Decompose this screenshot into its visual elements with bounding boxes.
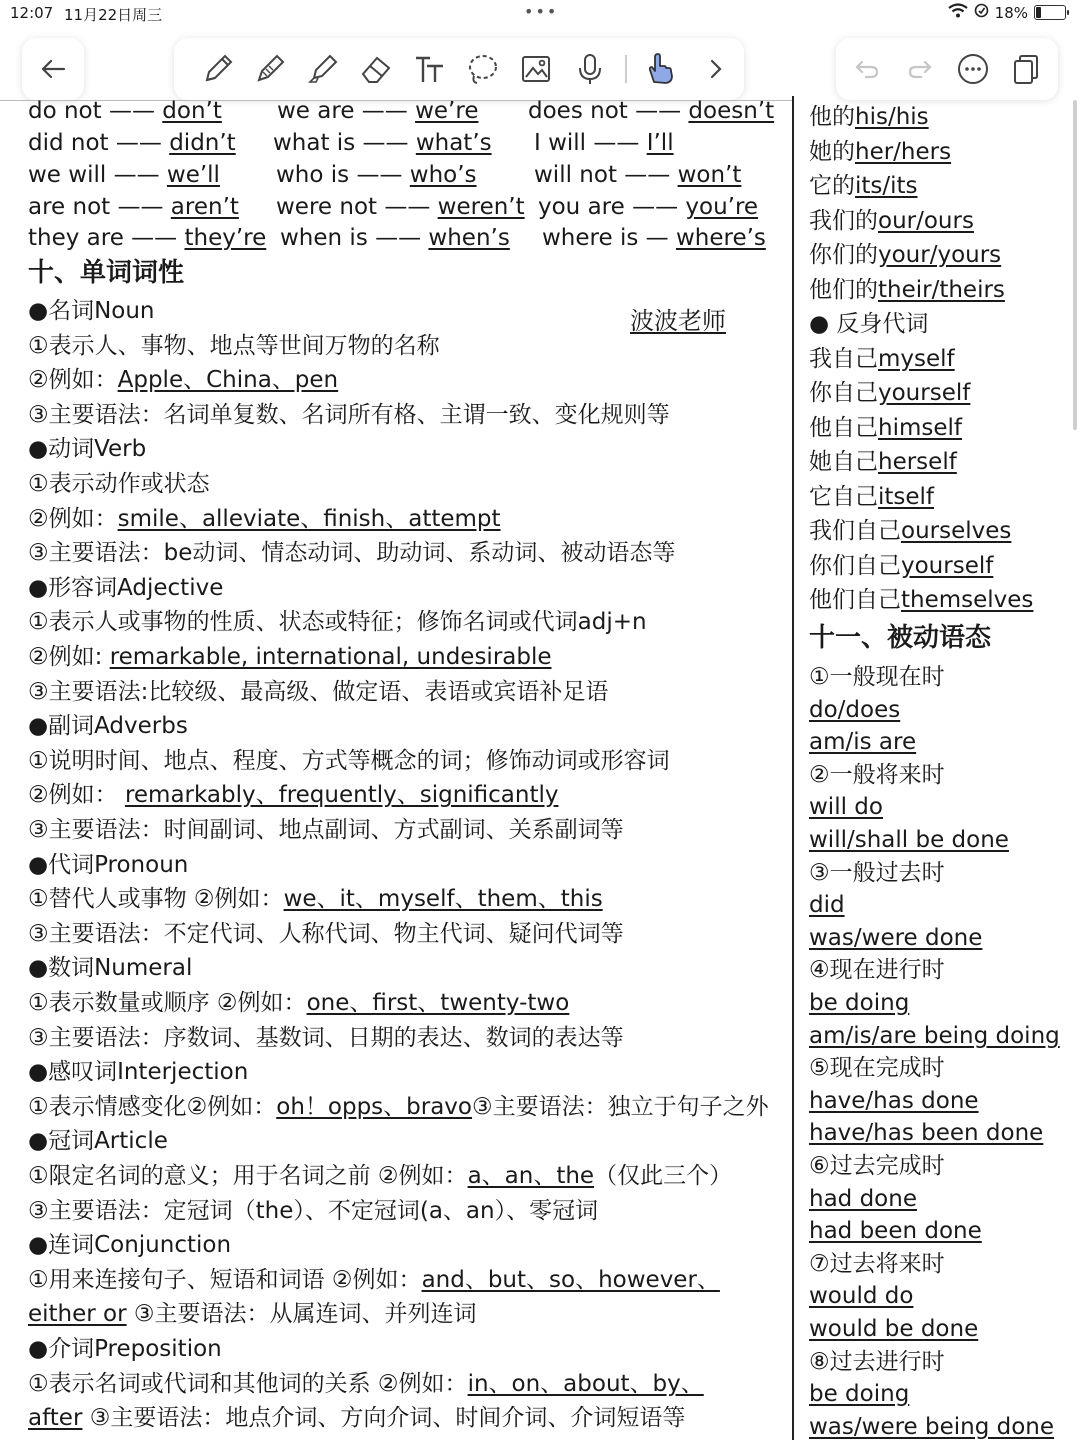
underlined-text: you’re bbox=[685, 194, 759, 220]
list-item bbox=[809, 1086, 979, 1116]
contraction-item bbox=[28, 223, 266, 253]
line-text: ⑦过去将来时 bbox=[809, 1251, 945, 1277]
underlined-text: am/is are bbox=[809, 729, 917, 755]
underlined-text: we’re bbox=[415, 98, 479, 124]
multitask-dots-icon[interactable]: ••• bbox=[524, 2, 559, 21]
underlined-text: what’s bbox=[415, 130, 492, 156]
list-item bbox=[28, 1403, 685, 1433]
underlined-text: one、first、twenty-two bbox=[306, 990, 570, 1016]
underlined-text: had been done bbox=[809, 1218, 982, 1244]
underlined-text: was/were being done bbox=[809, 1414, 1055, 1440]
underlined-text: remarkable, international, undesirable bbox=[109, 644, 552, 670]
list-item bbox=[809, 206, 974, 236]
teacher-note: 波波老师 bbox=[630, 307, 726, 335]
pencil-icon[interactable] bbox=[198, 48, 238, 90]
line-text: ③主要语法：be动词、情态动词、助动词、系动词、被动语态等 bbox=[28, 540, 676, 566]
underlined-text: we’ll bbox=[166, 162, 220, 188]
line-text: you are —— bbox=[538, 194, 686, 220]
line-text: ①表示情感变化②例如： bbox=[28, 1094, 277, 1120]
list-item bbox=[809, 1412, 1054, 1442]
line-text: did not —— bbox=[28, 130, 170, 156]
list-item bbox=[28, 573, 223, 603]
line-text: ③主要语法：地点介词、方向介词、时间介词、介词短语等 bbox=[82, 1405, 686, 1431]
line-text: 你们的 bbox=[809, 242, 878, 268]
line-text: 我们的 bbox=[809, 208, 878, 234]
underlined-text: be doing bbox=[809, 990, 910, 1016]
line-text: do not —— bbox=[28, 98, 163, 124]
list-item bbox=[28, 1299, 477, 1329]
list-item bbox=[809, 1118, 1043, 1148]
microphone-icon[interactable] bbox=[570, 48, 610, 90]
scrollbar[interactable] bbox=[1073, 100, 1077, 430]
list-item bbox=[809, 662, 945, 692]
list-item bbox=[809, 1347, 945, 1377]
line-text: ●动词Verb bbox=[28, 436, 147, 462]
underlined-text: had done bbox=[809, 1186, 917, 1212]
underlined-text: Apple、China、pen bbox=[117, 367, 339, 393]
back-arrow-icon[interactable] bbox=[22, 38, 84, 100]
line-text: ③主要语法：名词单复数、名词所有格、主谓一致、变化规则等 bbox=[28, 402, 670, 428]
underlined-text: weren’t bbox=[437, 194, 525, 220]
list-item bbox=[809, 1216, 982, 1246]
image-icon[interactable] bbox=[516, 48, 556, 90]
list-item bbox=[809, 1053, 945, 1083]
underlined-text: yourself bbox=[878, 380, 971, 406]
line-text: ①表示数量或顺序 ②例如： bbox=[28, 990, 307, 1016]
line-text: ⑤现在完成时 bbox=[809, 1055, 945, 1081]
line-text: who is —— bbox=[276, 162, 410, 188]
contraction-item bbox=[28, 96, 222, 126]
contraction-item bbox=[534, 160, 741, 190]
underlined-text: didn’t bbox=[169, 130, 236, 156]
redo-icon[interactable] bbox=[901, 48, 939, 90]
underlined-text: our/ours bbox=[878, 208, 974, 234]
list-item bbox=[28, 1057, 248, 1087]
line-text: when is —— bbox=[280, 225, 429, 251]
underlined-text: will do bbox=[809, 794, 883, 820]
line-text: we will —— bbox=[28, 162, 167, 188]
eraser-icon[interactable] bbox=[356, 48, 396, 90]
list-item bbox=[809, 890, 845, 920]
underlined-text: yourself bbox=[901, 553, 994, 579]
list-item bbox=[28, 1023, 624, 1053]
underlined-text: where’s bbox=[675, 225, 766, 251]
contraction-item bbox=[280, 223, 510, 253]
list-item bbox=[809, 516, 1011, 546]
line-text: ②例如： bbox=[28, 506, 118, 532]
underlined-text: won’t bbox=[677, 162, 742, 188]
column-divider bbox=[792, 96, 794, 1440]
line-text: 它自己 bbox=[809, 484, 878, 510]
list-item bbox=[28, 642, 552, 672]
underlined-text: they’re bbox=[184, 225, 267, 251]
list-item bbox=[809, 988, 909, 1018]
status-right bbox=[948, 3, 1066, 22]
underlined-text: I’ll bbox=[646, 130, 674, 156]
line-text: ● 反身代词 bbox=[809, 311, 929, 337]
underlined-text: and、but、so、however、 bbox=[421, 1267, 720, 1293]
underlined-text: don’t bbox=[162, 98, 222, 124]
list-item bbox=[28, 953, 192, 983]
list-item bbox=[809, 275, 1005, 305]
underlined-text: your/yours bbox=[878, 242, 1002, 268]
list-item bbox=[809, 923, 982, 953]
list-item bbox=[28, 331, 440, 361]
underlined-text: themselves bbox=[901, 587, 1034, 613]
line-text: 我们自己 bbox=[809, 518, 901, 544]
list-item bbox=[809, 137, 951, 167]
underlined-text: have/has done bbox=[809, 1088, 979, 1114]
line-text: ③一般过去时 bbox=[809, 860, 945, 886]
battery-percent: 18% bbox=[994, 3, 1028, 22]
line-text: ●代词Pronoun bbox=[28, 852, 189, 878]
section-heading-parts-of-speech: 十、单词词性 bbox=[28, 258, 185, 288]
list-item bbox=[28, 538, 675, 568]
list-item bbox=[28, 746, 670, 776]
underlined-text: itself bbox=[878, 484, 935, 510]
status-time: 12:07 bbox=[10, 4, 54, 22]
list-item bbox=[28, 1092, 769, 1122]
contraction-item bbox=[534, 128, 674, 158]
line-text: they are —— bbox=[28, 225, 185, 251]
line-text: what is —— bbox=[273, 130, 416, 156]
line-text: ●冠词Article bbox=[28, 1128, 168, 1154]
line-text: ①表示人或事物的性质、状态或特征；修饰名词或代词adj+n bbox=[28, 609, 647, 635]
contraction-item bbox=[28, 128, 236, 158]
line-text: ⑧过去进行时 bbox=[809, 1349, 945, 1375]
line-text: ①限定名词的意义；用于名词之前 ②例如： bbox=[28, 1163, 468, 1189]
underlined-text: herself bbox=[878, 449, 957, 475]
undo-icon[interactable] bbox=[848, 48, 886, 90]
line-text: 他们的 bbox=[809, 277, 878, 303]
location-lock-icon bbox=[974, 3, 989, 22]
underlined-text: be doing bbox=[809, 1381, 910, 1407]
underlined-text: myself bbox=[878, 346, 955, 372]
underlined-text: after bbox=[28, 1405, 83, 1431]
line-text: 它的 bbox=[809, 173, 855, 199]
list-item bbox=[28, 1161, 732, 1191]
line-text: ③主要语法：时间副词、地点副词、方式副词、关系副词等 bbox=[28, 817, 624, 843]
list-item bbox=[809, 171, 918, 201]
list-item bbox=[809, 1151, 945, 1181]
list-item bbox=[28, 1334, 222, 1364]
list-item bbox=[28, 365, 338, 395]
list-item bbox=[809, 955, 945, 985]
line-text: where is — bbox=[542, 225, 676, 251]
underlined-text: would do bbox=[809, 1283, 914, 1309]
contraction-item bbox=[276, 160, 477, 190]
line-text: ①表示动作或状态 bbox=[28, 471, 210, 497]
line-text: ●连词Conjunction bbox=[28, 1232, 232, 1258]
underlined-text: either or bbox=[28, 1301, 127, 1327]
line-text: ①说明时间、地点、程度、方式等概念的词；修饰动词或形容词 bbox=[28, 748, 670, 774]
underlined-text: oh！opps、bravo bbox=[276, 1094, 472, 1120]
list-item bbox=[809, 1021, 1060, 1051]
list-item bbox=[809, 1249, 945, 1279]
line-text: ⑥过去完成时 bbox=[809, 1153, 945, 1179]
underlined-text: aren’t bbox=[170, 194, 239, 220]
contraction-item bbox=[528, 96, 774, 126]
line-text: ②例如: bbox=[28, 644, 110, 670]
more-icon[interactable] bbox=[953, 48, 993, 90]
list-item bbox=[28, 815, 624, 845]
underlined-text: we、it、myself、them、this bbox=[283, 886, 603, 912]
list-item bbox=[809, 1314, 978, 1344]
underlined-text: himself bbox=[878, 415, 962, 441]
line-text: 你们自己 bbox=[809, 553, 901, 579]
list-item bbox=[809, 695, 900, 725]
line-text: were not —— bbox=[276, 194, 438, 220]
list-item bbox=[809, 344, 955, 374]
list-item bbox=[28, 434, 146, 464]
line-text: 他自己 bbox=[809, 415, 878, 441]
underlined-text: his/his bbox=[855, 104, 929, 130]
status-date: 11月22日周三 bbox=[64, 6, 163, 24]
text-tool-icon[interactable] bbox=[410, 48, 450, 90]
list-item bbox=[809, 585, 1033, 615]
underlined-text: doesn’t bbox=[688, 98, 775, 124]
line-text: ●形容词Adjective bbox=[28, 575, 224, 601]
list-item bbox=[28, 780, 559, 810]
line-text: ●名词Noun bbox=[28, 298, 155, 324]
list-item bbox=[809, 727, 916, 757]
underlined-text: when’s bbox=[428, 225, 510, 251]
underlined-text: a、an、the bbox=[467, 1163, 595, 1189]
list-item bbox=[28, 1126, 168, 1156]
highlighter-icon[interactable] bbox=[303, 48, 343, 90]
contraction-item bbox=[276, 192, 525, 222]
list-item bbox=[809, 378, 970, 408]
line-text: will not —— bbox=[534, 162, 678, 188]
line-text: ②例如： bbox=[28, 782, 125, 808]
list-item bbox=[28, 1196, 598, 1226]
underlined-text: was/were done bbox=[809, 925, 983, 951]
line-text: ①表示人、事物、地点等世间万物的名称 bbox=[28, 333, 440, 359]
contraction-item bbox=[538, 192, 758, 222]
list-item bbox=[28, 400, 670, 430]
list-item bbox=[809, 102, 929, 132]
line-text: ●介词Preposition bbox=[28, 1336, 222, 1362]
line-text: ①用来连接句子、短语和词语 ②例如： bbox=[28, 1267, 422, 1293]
list-item bbox=[809, 413, 962, 443]
line-text: ③主要语法：序数词、基数词、日期的表达、数词的表达等 bbox=[28, 1025, 624, 1051]
contraction-item bbox=[28, 192, 239, 222]
list-item bbox=[809, 240, 1001, 270]
line-text: ①替代人或事物 ②例如： bbox=[28, 886, 284, 912]
underlined-text: will/shall be done bbox=[809, 827, 1009, 853]
underlined-text: have/has been done bbox=[809, 1120, 1044, 1146]
contraction-item bbox=[277, 96, 478, 126]
underlined-text: smile、alleviate、finish、attempt bbox=[117, 506, 501, 532]
line-text: ③主要语法：不定代词、人称代词、物主代词、疑问代词等 bbox=[28, 921, 624, 947]
contraction-item bbox=[28, 160, 220, 190]
chevron-right-icon[interactable] bbox=[698, 48, 734, 90]
list-item bbox=[28, 850, 188, 880]
underlined-text: who’s bbox=[409, 162, 477, 188]
underlined-text: am/is/are being doing bbox=[809, 1023, 1060, 1049]
underlined-text: do/does bbox=[809, 697, 901, 723]
status-bar bbox=[0, 0, 1080, 28]
list-item bbox=[809, 825, 1009, 855]
line-text: ①表示名词或代词和其他词的关系 ②例如： bbox=[28, 1371, 468, 1397]
line-text: ②一般将来时 bbox=[809, 762, 945, 788]
line-text: 他的 bbox=[809, 104, 855, 130]
line-text: ①一般现在时 bbox=[809, 664, 945, 690]
line-text: ●数词Numeral bbox=[28, 955, 193, 981]
list-item bbox=[809, 1184, 917, 1214]
underlined-text: remarkably、frequently、significantly bbox=[124, 782, 559, 808]
list-item bbox=[28, 711, 188, 741]
list-item bbox=[28, 296, 155, 326]
list-item bbox=[809, 858, 945, 888]
line-text: are not —— bbox=[28, 194, 171, 220]
list-item bbox=[809, 760, 945, 790]
line-text: 他们自己 bbox=[809, 587, 901, 613]
line-text: we are —— bbox=[277, 98, 416, 124]
list-item bbox=[28, 884, 603, 914]
battery-icon bbox=[1034, 5, 1066, 20]
line-text: does not —— bbox=[528, 98, 689, 124]
underlined-text: its/its bbox=[855, 173, 918, 199]
line-text: ●副词Adverbs bbox=[28, 713, 188, 739]
list-item bbox=[809, 447, 957, 477]
wifi-icon bbox=[948, 3, 968, 22]
list-item bbox=[809, 1281, 913, 1311]
line-text: ③主要语法:比较级、最高级、做定语、表语或宾语补足语 bbox=[28, 679, 609, 705]
list-item bbox=[809, 792, 883, 822]
list-item bbox=[28, 1230, 231, 1260]
line-text: ●感叹词Interjection bbox=[28, 1059, 249, 1085]
list-item bbox=[809, 309, 928, 339]
list-item bbox=[809, 482, 934, 512]
list-item bbox=[809, 551, 993, 581]
underlined-text: ourselves bbox=[901, 518, 1012, 544]
hand-pointer-icon[interactable] bbox=[640, 48, 682, 90]
pen-icon[interactable] bbox=[250, 48, 290, 90]
contraction-item bbox=[542, 223, 766, 253]
list-item bbox=[809, 1379, 909, 1409]
underlined-text: her/hers bbox=[855, 139, 952, 165]
line-text: 她自己 bbox=[809, 449, 878, 475]
list-item bbox=[28, 919, 624, 949]
line-text: 她的 bbox=[809, 139, 855, 165]
underlined-text: did bbox=[809, 892, 845, 918]
contraction-item bbox=[273, 128, 492, 158]
line-text: ④现在进行时 bbox=[809, 957, 945, 983]
list-item bbox=[28, 1265, 720, 1295]
underlined-text: would be done bbox=[809, 1316, 979, 1342]
line-text: 我自己 bbox=[809, 346, 878, 372]
line-text: ②例如： bbox=[28, 367, 118, 393]
line-text: 你自己 bbox=[809, 380, 878, 406]
line-text: （仅此三个） bbox=[594, 1163, 733, 1189]
underlined-text: in、on、about、by、 bbox=[467, 1371, 704, 1397]
line-text: ③主要语法：定冠词（the）、不定冠词(a、an）、零冠词 bbox=[28, 1198, 599, 1224]
list-item bbox=[28, 607, 647, 637]
toolbar-divider bbox=[625, 55, 627, 83]
pages-icon[interactable] bbox=[1006, 48, 1046, 90]
line-text: ③主要语法：从属连词、并列连词 bbox=[126, 1301, 477, 1327]
lasso-icon[interactable] bbox=[463, 48, 503, 90]
underlined-text: their/theirs bbox=[878, 277, 1005, 303]
line-text: I will —— bbox=[534, 130, 647, 156]
list-item bbox=[28, 677, 608, 707]
list-item bbox=[28, 988, 569, 1018]
list-item bbox=[28, 504, 501, 534]
list-item bbox=[28, 1369, 704, 1399]
list-item bbox=[28, 469, 210, 499]
line-text: ③主要语法：独立于句子之外 bbox=[472, 1094, 769, 1120]
section-heading-passive-voice: 十一、被动语态 bbox=[809, 623, 992, 653]
